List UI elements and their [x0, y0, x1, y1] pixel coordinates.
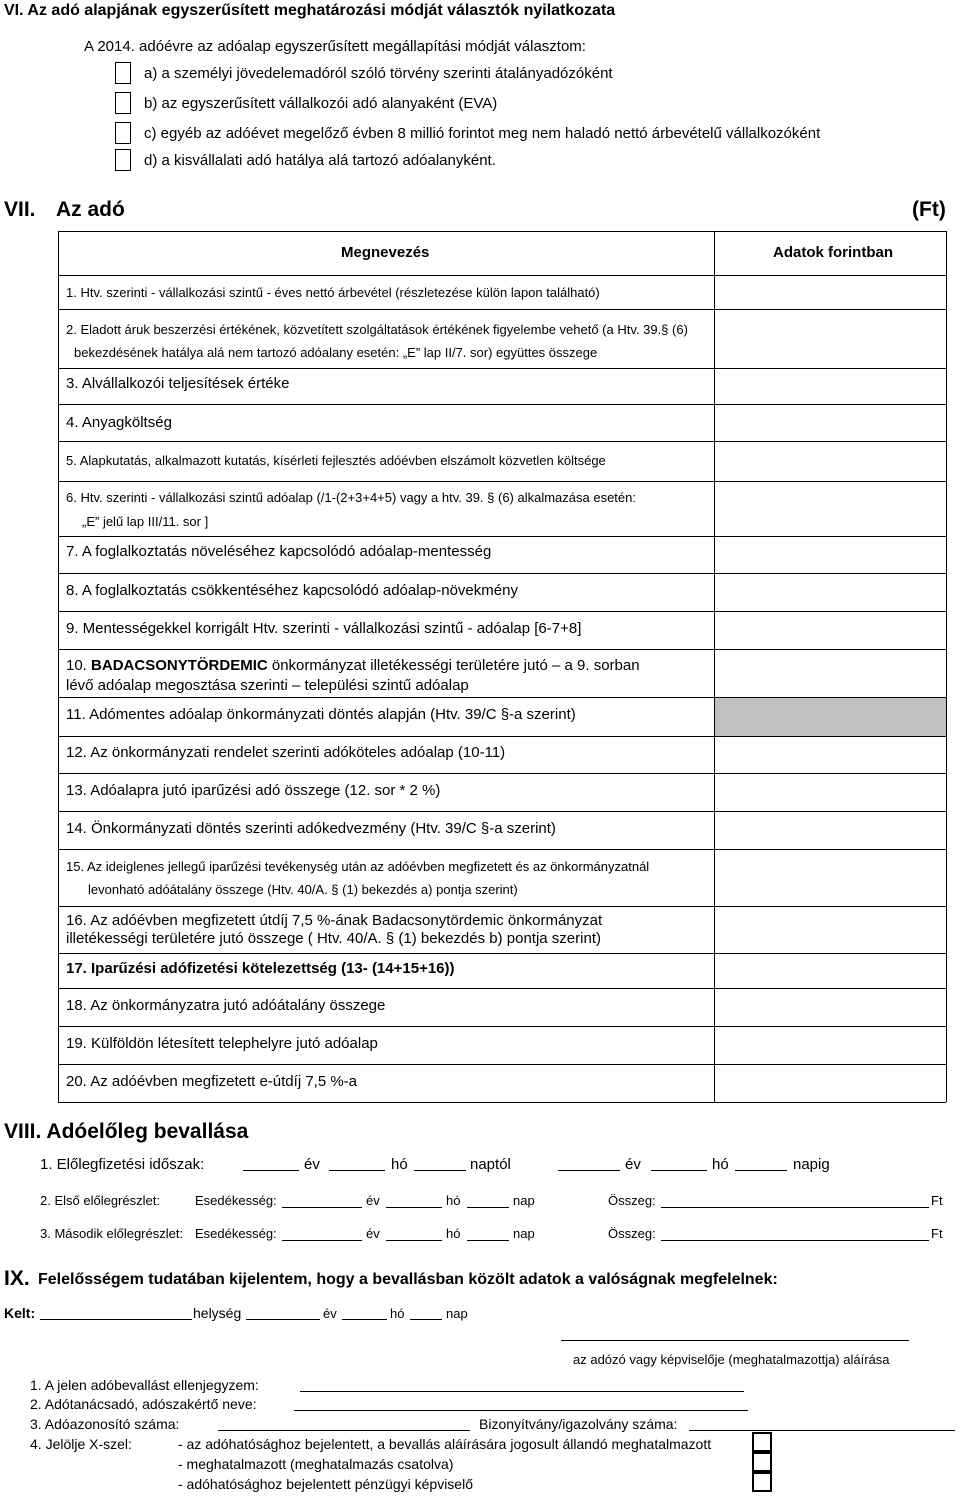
first-ft-label: Ft: [931, 1193, 943, 1208]
row-3-label: 3. Alvállalkozói teljesítések értéke: [66, 375, 290, 392]
rep-authorized-checkbox[interactable]: [752, 1452, 772, 1472]
row-5-label: 5. Alapkutatás, alkalmazott kutatás, kísérleti fejlesztés adóévben elszámolt közvetlen költsége: [66, 453, 606, 468]
year-label: év: [304, 1156, 320, 1173]
advance-period-month-from[interactable]: [329, 1170, 385, 1171]
advance-period-month-to[interactable]: [651, 1170, 707, 1171]
section7-unit: (Ft): [912, 198, 946, 221]
row-10-label: [66, 657, 640, 674]
row-8-label: 8. A foglalkoztatás csökkentéséhez kapcsolódó adóalap-növekmény: [66, 582, 518, 599]
option-a-checkbox[interactable]: [115, 62, 131, 84]
countersign-label: 1. A jelen adóbevallást ellenjegyzem:: [30, 1377, 259, 1393]
first-due-label: Esedékesség:: [195, 1193, 277, 1208]
second-ft-label: Ft: [931, 1226, 943, 1241]
row-10-label-cont: lévő adóalap megosztása szerinti – települési szintű adóalap: [66, 677, 469, 694]
row-13-value[interactable]: [716, 775, 944, 810]
first-year-label: év: [366, 1193, 380, 1208]
mark-x-label: 4. Jelölje X-szel:: [30, 1436, 132, 1452]
option-b-checkbox[interactable]: [115, 92, 131, 114]
row-3-value[interactable]: [716, 370, 944, 403]
kelt-label: Kelt:: [4, 1305, 36, 1321]
option-a-label: a) a személyi jövedelemadóról szóló törvény szerinti átalányadózóként: [144, 65, 613, 82]
row-15-label: 15. Az ideiglenes jellegű iparűzési tevékenység után az adóévben megfizetett és az önkormányzatnál: [66, 859, 650, 874]
row-5-value[interactable]: [716, 443, 944, 480]
second-due-year[interactable]: [282, 1240, 362, 1241]
second-due-label: Esedékesség:: [195, 1226, 277, 1241]
advance-period-day-from[interactable]: [414, 1170, 466, 1171]
row-12-label: 12. Az önkormányzati rendelet szerinti adóköteles adóalap (10-11): [66, 744, 506, 761]
column-header-name: Megnevezés: [341, 244, 430, 261]
sign-month-label: hó: [390, 1306, 405, 1321]
rep-option-financial: - adóhatósághoz bejelentett pénzügyi képviselő: [178, 1476, 473, 1492]
option-c-checkbox[interactable]: [115, 122, 131, 144]
row-15-label-cont: levonható adóátalány összege (Htv. 40/A. § (1) bekezdés a) pontja szerint): [88, 882, 518, 897]
rep-permanent-checkbox[interactable]: [752, 1432, 772, 1452]
second-amount-label: Összeg:: [608, 1226, 656, 1241]
tax-id-field[interactable]: [218, 1430, 470, 1431]
row-1-label: 1. Htv. szerinti - vállalkozási szintű - éves nettó árbevétel (részletezése külön lapon található): [66, 285, 600, 300]
second-year-label: év: [366, 1226, 380, 1241]
row-20-label: 20. Az adóévben megfizetett e-útdíj 7,5 %-a: [66, 1073, 358, 1090]
sign-year-field[interactable]: [246, 1319, 320, 1320]
sign-day-label: nap: [446, 1306, 468, 1321]
row-6-label: 6. Htv. szerinti - vállalkozási szintű adóalap (/1-(2+3+4+5) vagy a htv. 39. § (6) alkalmazása esetén:: [66, 490, 636, 505]
advisor-name-field[interactable]: [294, 1410, 748, 1411]
row-10-value[interactable]: [716, 651, 944, 696]
rep-option-permanent: - az adóhatósághoz bejelentett, a bevallás aláírására jogosult állandó meghatalmazott: [178, 1436, 712, 1452]
row-17-label: 17. Iparűzési adófizetési kötelezettség (13- (14+15+16)): [66, 960, 455, 977]
column-header-value: Adatok forintban: [773, 244, 893, 261]
advisor-name-label: 2. Adótanácsadó, adószakértő neve:: [30, 1396, 257, 1412]
advance-period-year-to[interactable]: [558, 1170, 620, 1171]
row-4-value[interactable]: [716, 406, 944, 440]
place-label: helység: [193, 1305, 242, 1321]
option-c-label: c) egyéb az adóévet megelőző évben 8 millió forintot meg nem haladó nettó árbevételű vállalkozóként: [144, 125, 821, 142]
sign-month-field[interactable]: [342, 1319, 387, 1320]
row-6-value[interactable]: [716, 483, 944, 535]
row-9-label: 9. Mentességekkel korrigált Htv. szerinti - vállalkozási szintű - adóalap [6-7+8]: [66, 620, 582, 637]
second-amount-field[interactable]: [661, 1240, 929, 1241]
countersign-field[interactable]: [300, 1391, 744, 1392]
advance-period-label: 1. Előlegfizetési időszak:: [40, 1156, 205, 1173]
row-2-value[interactable]: [716, 311, 944, 367]
row-14-label: 14. Önkormányzati döntés szerinti adókedvezmény (Htv. 39/C §-a szerint): [66, 820, 556, 837]
option-d-checkbox[interactable]: [115, 149, 131, 171]
advance-period-year-from[interactable]: [243, 1170, 299, 1171]
second-due-month[interactable]: [386, 1240, 442, 1241]
row-10-municipality: BADACSONYTÖRDEMIC: [91, 657, 268, 674]
row-16-label-cont: illetékességi területére jutó összege ( Htv. 40/A. § (1) bekezdés b) pontja szerint): [66, 930, 601, 947]
second-day-label: nap: [513, 1226, 535, 1241]
second-installment-label: 3. Második előlegrészlet:: [40, 1226, 184, 1241]
second-month-label: hó: [446, 1226, 461, 1241]
row-11-label: 11. Adómentes adóalap önkormányzati döntés alapján (Htv. 39/C §-a szerint): [66, 706, 576, 723]
row-16-label: 16. Az adóévben megfizetett útdíj 7,5 %-ának Badacsonytördemic önkormányzat: [66, 912, 603, 929]
first-day-label: nap: [513, 1193, 535, 1208]
tax-id-label: 3. Adóazonosító száma:: [30, 1416, 180, 1432]
first-month-label: hó: [446, 1193, 461, 1208]
first-amount-field[interactable]: [661, 1207, 929, 1208]
option-d-label: d) a kisvállalati adó hatálya alá tartozó adóalanyként.: [144, 152, 496, 169]
section9-title: Felelősségem tudatában kijelentem, hogy a bevallásban közölt adatok a valóságnak megfelelnek:: [38, 1271, 778, 1288]
row-19-label: 19. Külföldön létesített telephelyre jutó adóalap: [66, 1035, 378, 1052]
row-2-label-cont: bekezdésének hatálya alá nem tartozó adóalany esetén: „E” lap II/7. sor) együttes összege: [74, 345, 598, 360]
row-7-label: 7. A foglalkoztatás növeléséhez kapcsolódó adóalap-mentesség: [66, 543, 492, 560]
row-4-label: 4. Anyagköltség: [66, 414, 172, 431]
first-installment-label: 2. Első előlegrészlet:: [40, 1193, 160, 1208]
month-label-2: hó: [712, 1156, 729, 1173]
row-2-label: 2. Eladott áruk beszerzési értékének, közvetített szolgáltatások értékének figyelembe vehető (a Htv. 39.§ (6): [66, 322, 688, 337]
row-1-value[interactable]: [716, 277, 944, 308]
sign-day-field[interactable]: [410, 1319, 442, 1320]
row-18-label: 18. Az önkormányzatra jutó adóátalány összege: [66, 997, 386, 1014]
option-b-label: b) az egyszerűsített vállalkozói adó alanyaként (EVA): [144, 95, 498, 112]
section9-number: IX.: [4, 1267, 30, 1290]
first-due-day[interactable]: [467, 1207, 509, 1208]
section7-number: VII.: [4, 198, 36, 221]
row-11-shaded-cell: [715, 698, 946, 736]
second-due-day[interactable]: [467, 1240, 509, 1241]
from-day-label: naptól: [470, 1156, 511, 1173]
sign-year-label: év: [323, 1306, 337, 1321]
signature-line[interactable]: [561, 1340, 909, 1341]
place-field[interactable]: [40, 1319, 192, 1320]
first-due-year[interactable]: [282, 1207, 362, 1208]
row-13-label: 13. Adóalapra jutó iparűzési adó összege (12. sor * 2 %): [66, 782, 441, 799]
row-10-text: önkormányzat illetékességi területére jutó – a 9. sorban: [267, 657, 640, 674]
section6-title: VI. Az adó alapjának egyszerűsített meghatározási módját választók nyilatkozata: [4, 2, 616, 19]
signature-caption: az adózó vagy képviselője (meghatalmazottja) aláírása: [573, 1352, 890, 1367]
year-label-2: év: [625, 1156, 641, 1173]
rep-financial-checkbox[interactable]: [752, 1472, 772, 1492]
row-6-label-cont: „E” jelű lap III/11. sor ]: [82, 514, 209, 529]
to-day-label: napig: [793, 1156, 830, 1173]
section7-title: Az adó: [56, 198, 125, 221]
row-8-value[interactable]: [716, 575, 944, 610]
rep-option-authorized: - meghatalmazott (meghatalmazás csatolva): [178, 1456, 454, 1472]
row-10-number: 10.: [66, 657, 92, 674]
certificate-number-label: Bizonyítvány/igazolvány száma:: [479, 1416, 678, 1432]
first-amount-label: Összeg:: [608, 1193, 656, 1208]
section6-intro: A 2014. adóévre az adóalap egyszerűsített megállapítási módját választom:: [84, 38, 586, 55]
first-due-month[interactable]: [386, 1207, 442, 1208]
certificate-number-field[interactable]: [689, 1430, 955, 1431]
month-label: hó: [391, 1156, 408, 1173]
advance-period-day-to[interactable]: [735, 1170, 787, 1171]
section8-title: VIII. Adóelőleg bevallása: [4, 1120, 249, 1143]
